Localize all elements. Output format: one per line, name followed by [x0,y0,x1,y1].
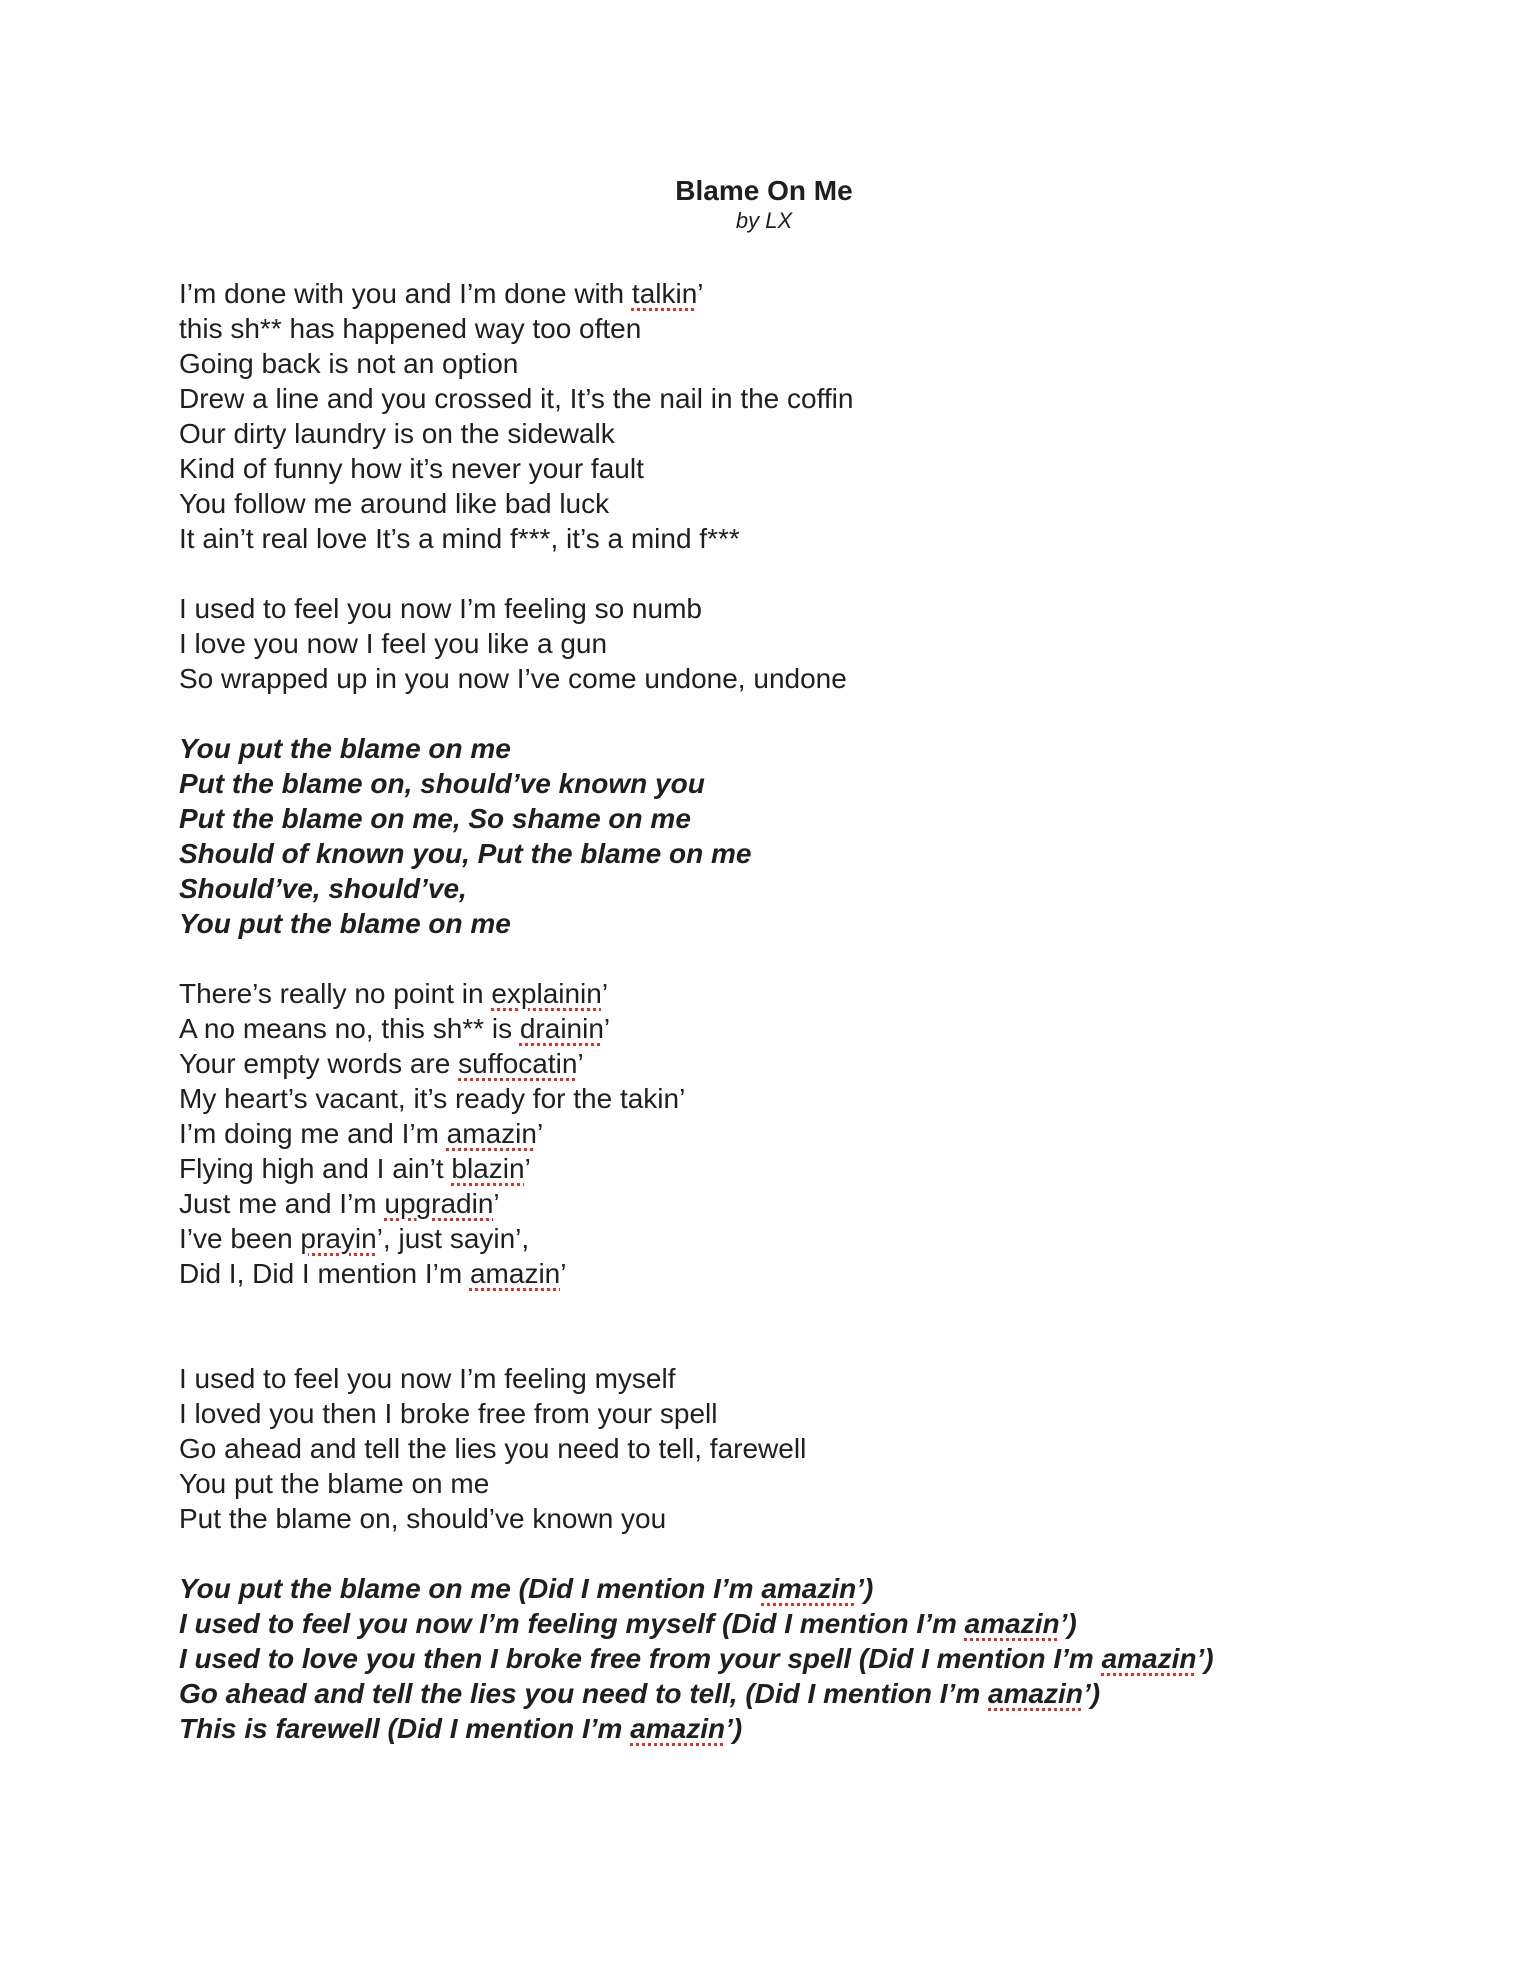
lyric-text: Your empty words are [179,1048,459,1079]
lyric-line[interactable] [179,311,1479,346]
lyric-text: ’ [577,1048,584,1079]
lyric-text: ’ [603,1013,611,1044]
lyric-text: ’ [697,278,704,309]
lyric-text: I used to love you then I broke free from your spell (Did I mention I’m [179,1643,1102,1674]
lyric-text: My heart’s vacant, it’s ready for the takin’ [179,1083,686,1114]
lyric-text: Going back is not an option [179,348,519,379]
lyric-text: ’) [1082,1678,1101,1709]
lyric-line[interactable] [179,1081,1479,1116]
verse-stanza [179,276,1479,556]
lyric-line[interactable] [179,591,1479,626]
lyric-text: ’ [536,1118,544,1149]
lyric-line[interactable] [179,521,1479,556]
song-byline[interactable]: by LX [735,208,793,233]
lyric-text: ’) [856,1573,874,1604]
spellcheck-flagged-word: suffocatin [458,1048,578,1079]
verse-stanza [179,976,1479,1291]
lyric-text: ’ [601,978,609,1009]
lyric-line[interactable] [179,451,1479,486]
spellcheck-flagged-word: amazin [630,1713,726,1744]
lyric-line[interactable] [179,276,1479,311]
lyric-line[interactable] [179,976,1479,1011]
lyric-line[interactable] [179,731,1479,766]
lyric-line[interactable] [179,1046,1479,1081]
lyric-text: I’m done with you and I’m done with [179,278,632,309]
lyric-text: I used to feel you now I’m feeling myself [179,1363,676,1394]
lyric-text: Did I, Did I mention I’m [179,1258,470,1289]
lyric-text: You put the blame on me [179,733,511,764]
spellcheck-flagged-word: upgradin [384,1188,494,1219]
lyric-text: I used to feel you now I’m feeling so numb [179,593,702,624]
lyric-line[interactable] [179,1256,1479,1291]
lyric-text: Go ahead and tell the lies you need to tell, farewell [179,1433,807,1464]
verse-stanza [179,591,1479,696]
lyric-text: ’) [1196,1643,1214,1674]
lyric-text: There’s really no point in [179,978,492,1009]
lyric-text: I’ve been [179,1223,301,1254]
lyric-text: this sh** has happened way too often [179,313,642,344]
lyrics-body [179,276,1479,1781]
lyric-text: ’ [524,1153,531,1184]
lyric-text: ’ [560,1258,567,1289]
spellcheck-flagged-word: amazin [1101,1643,1197,1674]
spellcheck-flagged-word: amazin [761,1573,857,1604]
lyric-text: You follow me around like bad luck [179,488,610,519]
lyric-line[interactable] [179,1571,1479,1606]
lyric-line[interactable] [179,1011,1479,1046]
lyric-text: I used to feel you now I’m feeling myself (Did I mention I’m [179,1608,965,1639]
lyric-text: I’m doing me and I’m [179,1118,447,1149]
chorus-stanza [179,1571,1479,1746]
document-header [0,174,1528,234]
spellcheck-flagged-word: amazin [469,1258,561,1289]
lyric-line[interactable] [179,416,1479,451]
spellcheck-flagged-word: amazin [988,1678,1083,1709]
lyric-line[interactable] [179,661,1479,696]
lyric-text: Flying high and I ain’t [179,1153,452,1184]
lyric-line[interactable] [179,1116,1479,1151]
lyric-text: You put the blame on me [179,908,511,939]
lyric-line[interactable] [179,1186,1479,1221]
lyric-line[interactable] [179,1151,1479,1186]
lyric-text: Our dirty laundry is on the sidewalk [179,418,615,449]
spellcheck-flagged-word: blazin [451,1153,525,1184]
lyric-line[interactable] [179,1431,1479,1466]
lyric-line[interactable] [179,1606,1479,1641]
lyric-text: Just me and I’m [179,1188,385,1219]
chorus-stanza [179,731,1479,941]
verse-stanza [179,1361,1479,1536]
lyric-text: Put the blame on, should’ve known you [179,768,705,799]
lyric-text: Put the blame on, should’ve known you [179,1503,667,1534]
lyric-text: ’, just sayin’, [376,1223,530,1254]
spellcheck-flagged-word: amazin [446,1118,537,1149]
lyric-text: Go ahead and tell the lies you need to tell, (Did I mention I’m [179,1678,988,1709]
lyric-text: ’ [493,1188,500,1219]
spellcheck-flagged-word: explainin [491,978,602,1009]
lyric-text: You put the blame on me [179,1468,490,1499]
lyric-text: Should’ve, should’ve, [179,873,467,904]
lyric-line[interactable] [179,381,1479,416]
lyric-text: So wrapped up in you now I’ve come undone, undone [179,663,847,694]
lyric-line[interactable] [179,1501,1479,1536]
lyric-line[interactable] [179,486,1479,521]
spellcheck-flagged-word: prayin [300,1223,377,1254]
lyric-text: ’) [725,1713,743,1744]
lyric-line[interactable] [179,766,1479,801]
lyric-line[interactable] [179,1361,1479,1396]
spellcheck-flagged-word: amazin [964,1608,1060,1639]
lyric-line[interactable] [179,1676,1479,1711]
lyric-text: It ain’t real love It’s a mind f***, it’s a mind f*** [179,523,740,554]
lyric-line[interactable] [179,1466,1479,1501]
lyric-line[interactable] [179,801,1479,836]
lyric-line[interactable] [179,1221,1479,1256]
lyric-text: ’) [1059,1608,1077,1639]
lyric-text: This is farewell (Did I mention I’m [179,1713,631,1744]
lyric-line[interactable] [179,346,1479,381]
lyric-line[interactable] [179,1396,1479,1431]
song-title[interactable]: Blame On Me [675,175,853,206]
lyric-text: I love you now I feel you like a gun [179,628,608,659]
lyric-text: A no means no, this sh** is [179,1013,520,1044]
lyric-text: Put the blame on me, So shame on me [179,803,691,834]
lyric-line[interactable] [179,1711,1479,1746]
lyric-line[interactable] [179,906,1479,941]
spellcheck-flagged-word: talkin [631,278,698,309]
lyric-line[interactable] [179,626,1479,661]
lyric-text: Should of known you, Put the blame on me [179,838,752,869]
lyric-text: I loved you then I broke free from your spell [179,1398,718,1429]
lyric-line[interactable] [179,836,1479,871]
lyric-text: Drew a line and you crossed it, It’s the nail in the coffin [179,383,854,414]
spellcheck-flagged-word: drainin [519,1013,604,1044]
lyric-text: You put the blame on me (Did I mention I’m [179,1573,762,1604]
lyric-text: Kind of funny how it’s never your fault [179,453,644,484]
lyric-line[interactable] [179,871,1479,906]
lyric-line[interactable] [179,1641,1479,1676]
